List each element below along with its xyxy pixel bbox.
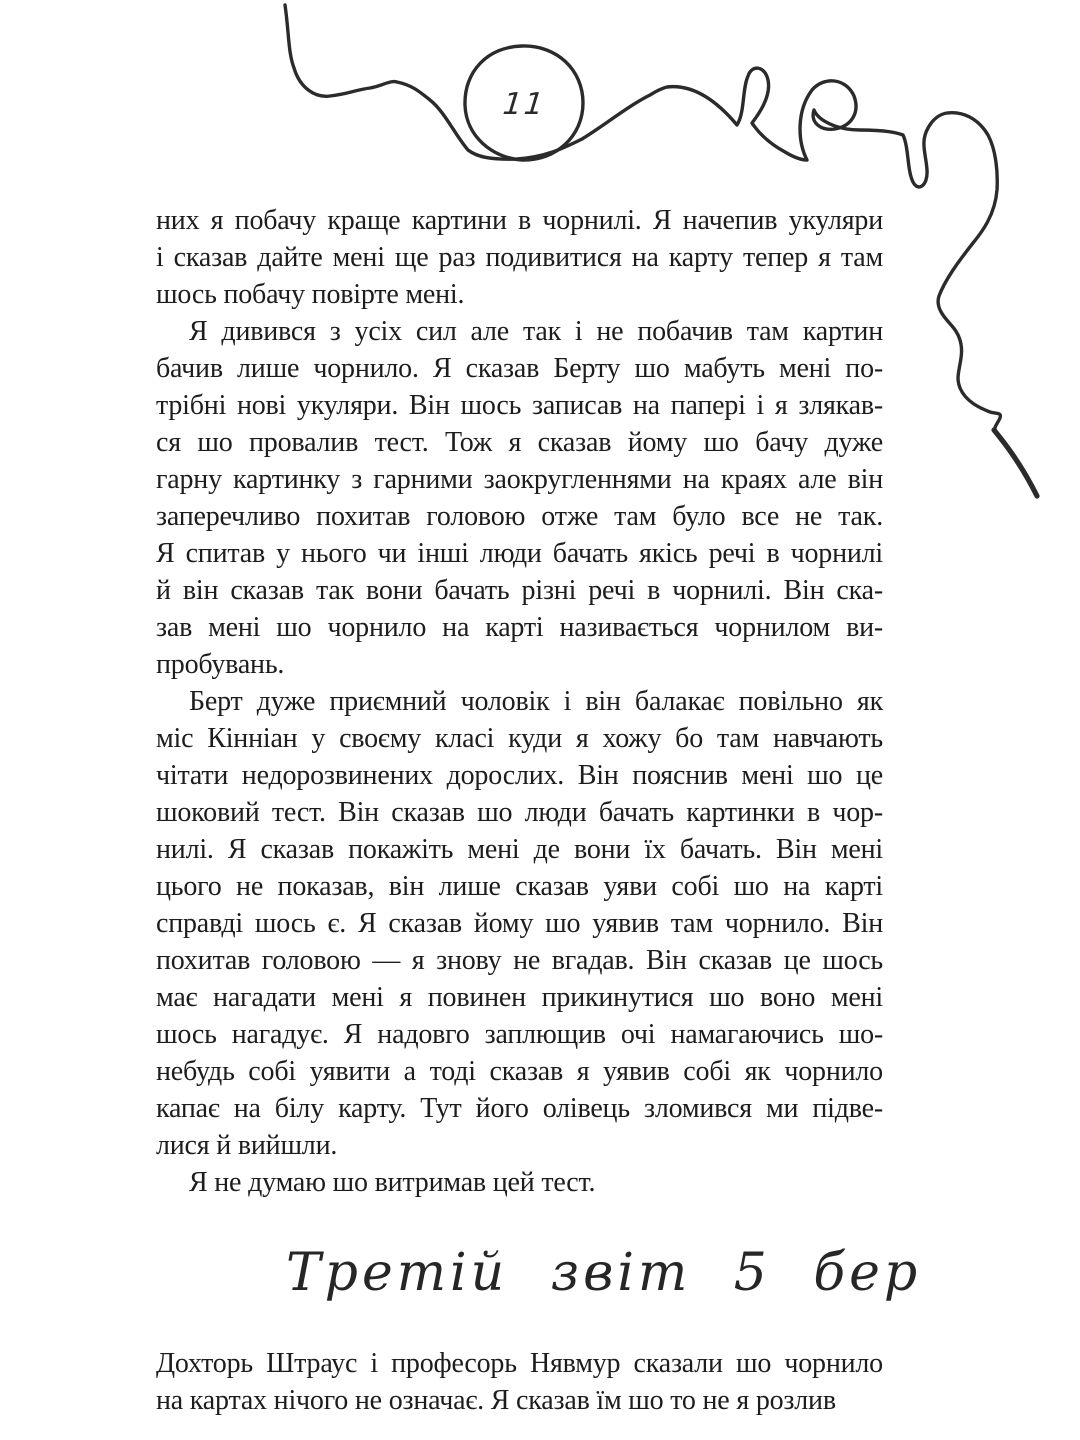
- text-line: міс Кінніан у своєму класі куди я хожу бо там навчають: [156, 723, 883, 754]
- text-line: Берт дуже приємний чоловік і він балакає повільно як: [189, 686, 883, 717]
- text-line: небудь собі уявити а тоді сказав я уявив собі як чорнило: [156, 1056, 883, 1087]
- report-heading: Третій звіт 5 бер: [286, 1243, 922, 1303]
- text-line: шось побачу повірте мені.: [156, 279, 465, 310]
- text-line: зав мені шо чорнило на карті називається чорнилом ви-: [156, 612, 883, 643]
- text-column: [156, 202, 922, 1419]
- text-line: чітати недорозвинених дорослих. Він пояснив мені шо це: [156, 760, 883, 791]
- text-line: трібні нові укуляри. Він шось записав на папері і я злякав-: [156, 390, 883, 421]
- doodle-tail: [994, 430, 1037, 496]
- paragraph: [156, 683, 883, 1164]
- text-line: бачив лише чорнило. Я сказав Берту шо мабуть мені по-: [156, 353, 883, 384]
- text-line: шоковий тест. Він сказав шо люди бачать картинки в чор-: [156, 797, 883, 828]
- text-line: Я не думаю шо витримав цей тест.: [189, 1167, 596, 1198]
- text-line: капає на білу карту. Тут його олівець зломився ми підве-: [156, 1093, 883, 1124]
- text-line: пробувань.: [156, 649, 285, 680]
- text-line: нилі. Я сказав покажіть мені де вони їх бачать. Він мені: [156, 834, 883, 865]
- paragraph: [156, 1345, 883, 1419]
- text-line: і сказав дайте мені ще раз подивитися на карту тепер я там: [156, 242, 883, 273]
- paragraph: [156, 202, 883, 313]
- text-line: Я дивився з усіх сил але так і не побачив там картин: [189, 316, 883, 347]
- text-line: Дохторь Штраус і професорь Нявмур сказали шо чорнило: [156, 1348, 883, 1379]
- text-line: гарну картинку з гарними заокругленнями на краях але він: [156, 464, 883, 495]
- paragraph: [156, 1164, 883, 1201]
- page-number: 11: [501, 87, 548, 122]
- text-line: цього не показав, він лише сказав уяви собі шо на карті: [156, 871, 883, 902]
- text-line: має нагадати мені я повинен прикинутися шо воно мені: [156, 982, 883, 1013]
- text-line: справді шось є. Я сказав йому шо уявив там чорнило. Він: [156, 908, 883, 939]
- text-line: Я спитав у нього чи інші люди бачать якісь речі в чорнилі: [156, 538, 883, 569]
- text-line: них я побачу краще картини в чорнилі. Я начепив укуляри: [156, 205, 883, 236]
- text-line: заперечливо похитав головою отже там було все не так.: [156, 501, 883, 532]
- text-line: шось нагадує. Я надовго заплющив очі намагаючись шо-: [156, 1019, 883, 1050]
- text-line: похитав головою — я знову не вгадав. Він сказав це шось: [156, 945, 883, 976]
- paragraph: [156, 313, 883, 683]
- text-line: на картах нічого не означає. Я сказав їм шо то не я розлив: [156, 1385, 836, 1416]
- text-line: ся шо провалив тест. Тож я сказав йому шо бачу дуже: [156, 427, 883, 458]
- text-line: й він сказав так вони бачать різні речі в чорнилі. Він ска-: [156, 575, 883, 606]
- text-line: лися й вийшли.: [156, 1130, 338, 1161]
